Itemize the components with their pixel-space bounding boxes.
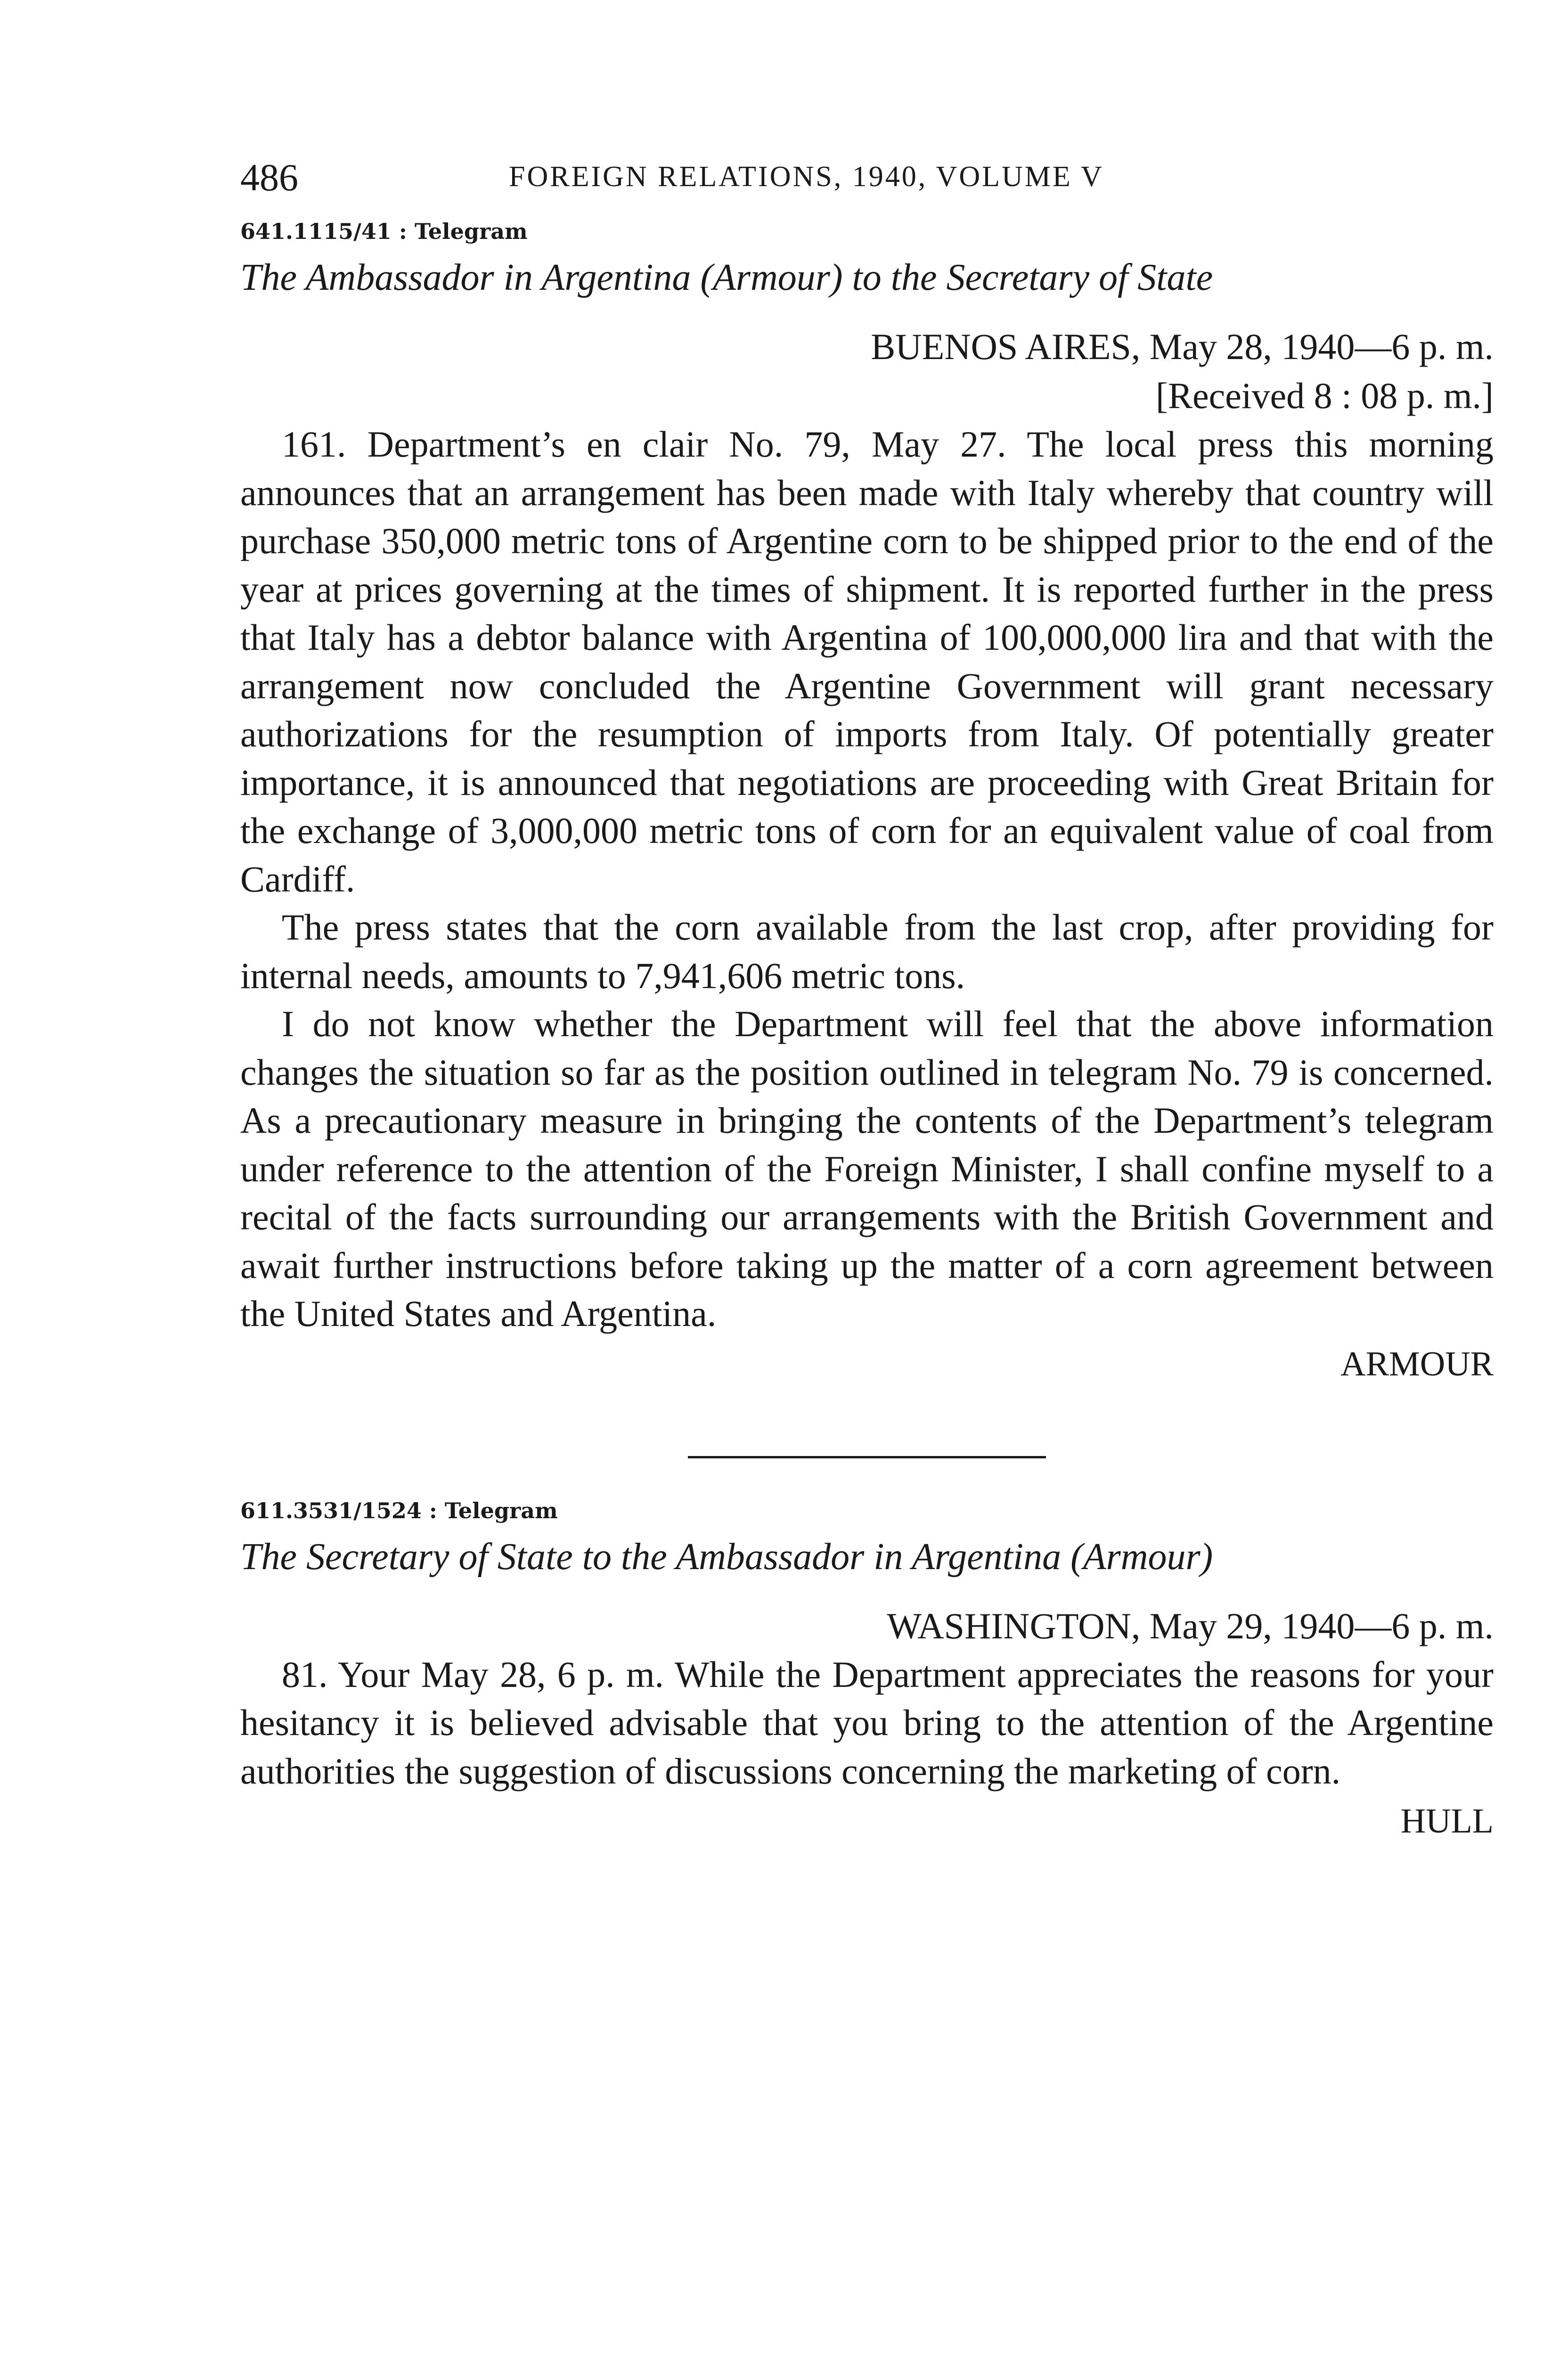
- dateline: [240, 1602, 1494, 1651]
- dateline: [240, 322, 1494, 420]
- file-reference: 641.1115/41 : Telegram: [240, 219, 528, 244]
- running-title: FOREIGN RELATIONS, 1940, VOLUME V: [509, 161, 1104, 193]
- file-reference: 611.3531/1524 : Telegram: [240, 1497, 558, 1523]
- telegram-body: [240, 1651, 1494, 1796]
- running-head: [240, 155, 1494, 207]
- paragraph: I do not know whether the Department will feel that the above information changes the situation so far as the position outlined in telegram No. 79 is concerned. As a precautionary measure in bringing the contents of the Department’s telegram under reference to the attention of the Foreign Minister, I shall confine myself to a recital of the facts surrounding our arrangements with the British Government and await further instructions before taking up the matter of a corn agreement between the United States and Argentina.: [240, 1003, 1494, 1334]
- document-telegram-161: [240, 219, 1494, 1390]
- dateline-place-time: BUENOS AIRES, May 28, 1940—6 p. m.: [871, 326, 1494, 367]
- page-number: 486: [240, 156, 298, 199]
- paragraph: 81. Your May 28, 6 p. m. While the Department appreciates the reasons for your hesitancy it is believed advisable that you bring to the attention of the Argentine authorities the suggestion of discussions concerning the marketing of corn.: [240, 1653, 1494, 1792]
- telegram-body: [240, 420, 1494, 1338]
- paragraph: The press states that the corn available from the last crop, after providing for internal needs, amounts to 7,941,606 metric tons.: [240, 907, 1494, 996]
- paragraph: 161. Department’s en clair No. 79, May 27. The local press this morning announces that an arrangement has been made with Italy whereby that country will purchase 350,000 metric tons of Argentine corn to be shipped prior to the end of the year at prices governing at the times of shipment. It is reported further in the press that Italy has a debtor balance with Argentina of 100,000,000 lira and that with the arrangement now concluded the Argentine Government will grant necessary authorizations for the resumption of imports from Italy. Of potentially greater importance, it is announced that negotiations are proceeding with Great Britain for the exchange of 3,000,000 metric tons of corn for an equivalent value of coal from Cardiff.: [240, 424, 1494, 900]
- document-title: The Ambassador in Argentina (Armour) to the Secretary of State: [240, 257, 1213, 298]
- document-title: The Secretary of State to the Ambassador in Argentina (Armour): [240, 1536, 1213, 1578]
- page: [240, 155, 1494, 1847]
- received-time: [Received 8 : 08 p. m.]: [1156, 375, 1494, 416]
- signature: HULL: [1400, 1802, 1494, 1841]
- signature: ARMOUR: [1340, 1344, 1494, 1383]
- document-telegram-81: [240, 1498, 1494, 1848]
- dateline-place-time: WASHINGTON, May 29, 1940—6 p. m.: [887, 1605, 1494, 1646]
